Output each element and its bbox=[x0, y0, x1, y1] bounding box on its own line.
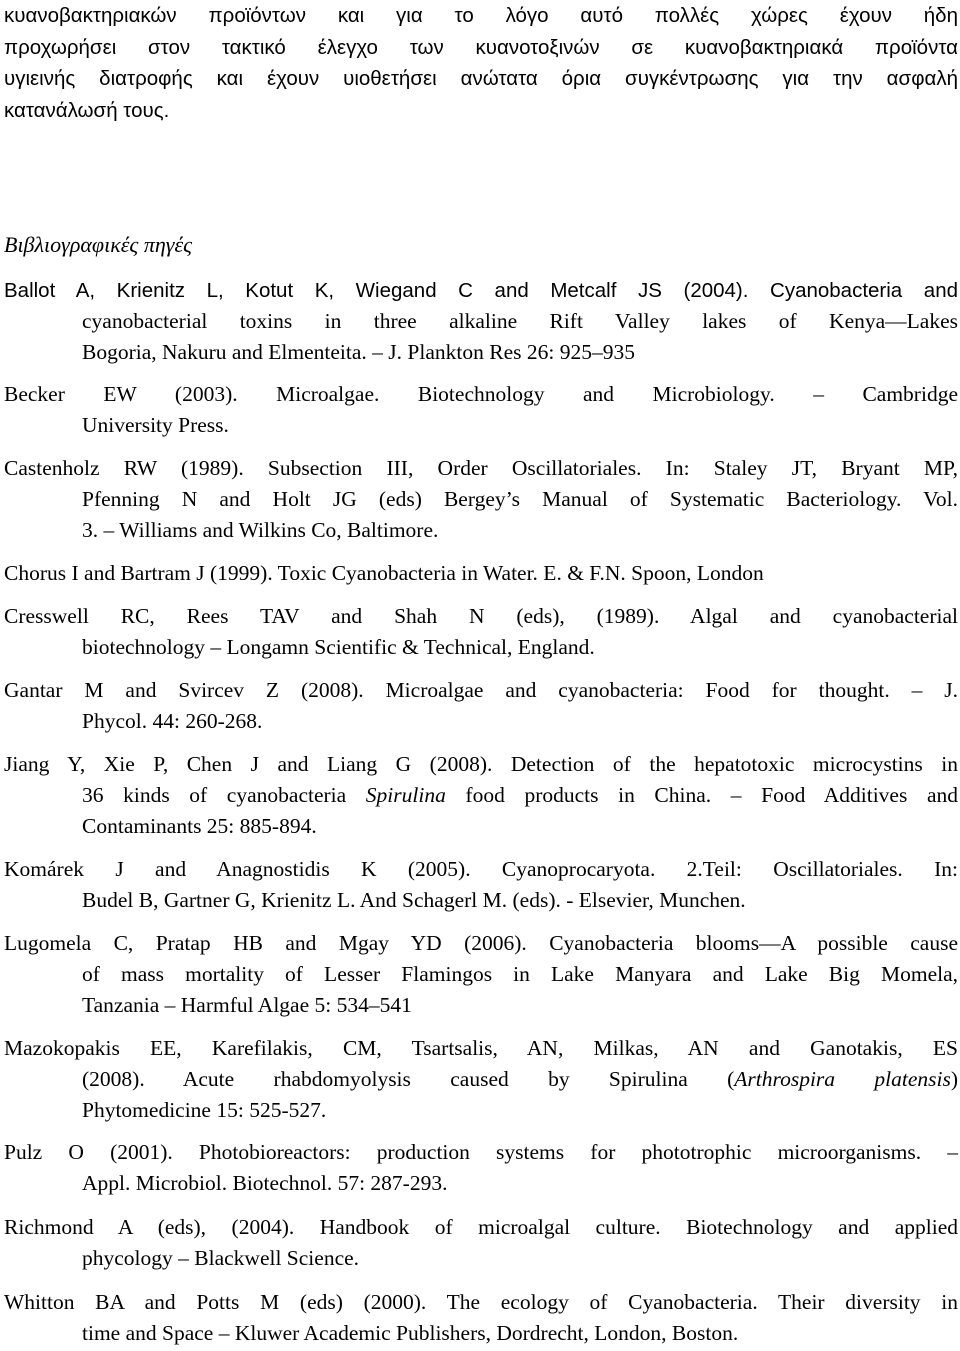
reference-lugomela bbox=[4, 928, 958, 1021]
intro-line-1: κυανοβακτηριακών προϊόντων και για το λόγο αυτό πολλές χώρες έχουν ήδη bbox=[4, 4, 958, 27]
reference-becker bbox=[4, 379, 958, 441]
intro-line-4: κατανάλωσή τους. bbox=[4, 98, 170, 122]
reference-gantar bbox=[4, 675, 958, 737]
reference-line: time and Space – Kluwer Academic Publishers, Dordrecht, London, Boston. bbox=[82, 1321, 739, 1345]
reference-line: Appl. Microbiol. Biotechnol. 57: 287-293. bbox=[82, 1171, 448, 1195]
reference-line: Whitton BA and Potts M (eds) (2000). The ecology of Cyanobacteria. Their diversity in bbox=[4, 1290, 958, 1314]
intro-line-2: προχωρήσει στον τακτικό έλεγχο των κυανοτοξινών σε κυανοβακτηριακά προϊόντα bbox=[4, 35, 958, 59]
reference-chorus bbox=[4, 558, 958, 589]
reference-line: Bogoria, Nakuru and Elmenteita. – J. Plankton Res 26: 925–935 bbox=[82, 340, 635, 364]
reference-line: Komárek J and Anagnostidis K (2005). Cyanoprocaryota. 2.Teil: Oscillatoriales. In: bbox=[4, 857, 958, 881]
species-name: Spirulina bbox=[365, 783, 446, 807]
reference-line: Contaminants 25: 885-894. bbox=[82, 814, 317, 838]
reference-line: Phytomedicine 15: 525-527. bbox=[82, 1098, 327, 1122]
intro-line-3: υγιεινής διατροφής και έχουν υιοθετήσει ανώτατα όρια συγκέντρωσης για την ασφαλή bbox=[4, 67, 958, 90]
reference-ballot bbox=[4, 275, 958, 368]
reference-whitton bbox=[4, 1287, 958, 1349]
reference-line: Pfenning N and Holt JG (eds) Bergey’s Manual of Systematic Bacteriology. Vol. bbox=[82, 487, 958, 511]
reference-line: of mass mortality of Lesser Flamingos in Lake Manyara and Lake Big Momela, bbox=[82, 962, 958, 986]
reference-richmond bbox=[4, 1212, 958, 1274]
reference-line: Chorus I and Bartram J (1999). Toxic Cyanobacteria in Water. E. & F.N. Spoon, London bbox=[4, 561, 764, 585]
reference-mazokopakis bbox=[4, 1033, 958, 1126]
reference-cresswell bbox=[4, 601, 958, 663]
reference-line: Budel B, Gartner G, Krienitz L. And Schagerl M. (eds). - Elsevier, Munchen. bbox=[82, 888, 746, 912]
reference-line: University Press. bbox=[82, 413, 229, 437]
reference-line: (2008). Acute rhabdomyolysis caused by Spirulina (Arthrospira platensis) bbox=[82, 1067, 958, 1091]
reference-komarek bbox=[4, 854, 958, 916]
reference-pulz bbox=[4, 1137, 958, 1199]
reference-line: Cresswell RC, Rees TAV and Shah N (eds), (1989). Algal and cyanobacterial bbox=[4, 604, 958, 628]
reference-line: Tanzania – Harmful Algae 5: 534–541 bbox=[82, 993, 412, 1017]
bibliography-heading: Βιβλιογραφικές πηγές bbox=[4, 232, 193, 257]
reference-line: Mazokopakis EE, Karefilakis, CM, Tsartsalis, AN, Milkas, AN and Ganotakis, ES bbox=[4, 1036, 958, 1060]
reference-line: Phycol. 44: 260-268. bbox=[82, 709, 263, 733]
reference-line: Ballot A, Krienitz L, Kotut K, Wiegand C and Metcalf JS (2004). Cyanobacteria and bbox=[4, 279, 958, 302]
reference-line: phycology – Blackwell Science. bbox=[82, 1246, 360, 1270]
reference-line: 3. – Williams and Wilkins Co, Baltimore. bbox=[82, 518, 439, 542]
reference-line: biotechnology – Longamn Scientific & Technical, England. bbox=[82, 635, 595, 659]
reference-line: cyanobacterial toxins in three alkaline Rift Valley lakes of Kenya—Lakes bbox=[82, 309, 958, 333]
reference-line: Richmond A (eds), (2004). Handbook of microalgal culture. Biotechnology and applied bbox=[4, 1215, 958, 1239]
species-name: Arthrospira platensis bbox=[734, 1067, 951, 1091]
reference-castenholz bbox=[4, 453, 958, 546]
reference-line: Jiang Y, Xie P, Chen J and Liang G (2008). Detection of the hepatotoxic microcystins in bbox=[4, 752, 958, 776]
reference-jiang bbox=[4, 749, 958, 842]
reference-line: Lugomela C, Pratap HB and Mgay YD (2006). Cyanobacteria blooms—A possible cause bbox=[4, 931, 958, 955]
reference-line: Gantar M and Svircev Z (2008). Microalgae and cyanobacteria: Food for thought. – J. bbox=[4, 678, 958, 702]
reference-line: Castenholz RW (1989). Subsection III, Order Oscillatoriales. In: Staley JT, Bryant MP, bbox=[4, 456, 958, 480]
reference-line: 36 kinds of cyanobacteria Spirulina food products in China. – Food Additives and bbox=[82, 783, 958, 807]
reference-line: Becker EW (2003). Microalgae. Biotechnology and Microbiology. – Cambridge bbox=[4, 382, 958, 406]
intro-paragraph bbox=[4, 0, 958, 126]
reference-line: Pulz O (2001). Photobioreactors: production systems for phototrophic microorganisms. – bbox=[4, 1140, 958, 1164]
